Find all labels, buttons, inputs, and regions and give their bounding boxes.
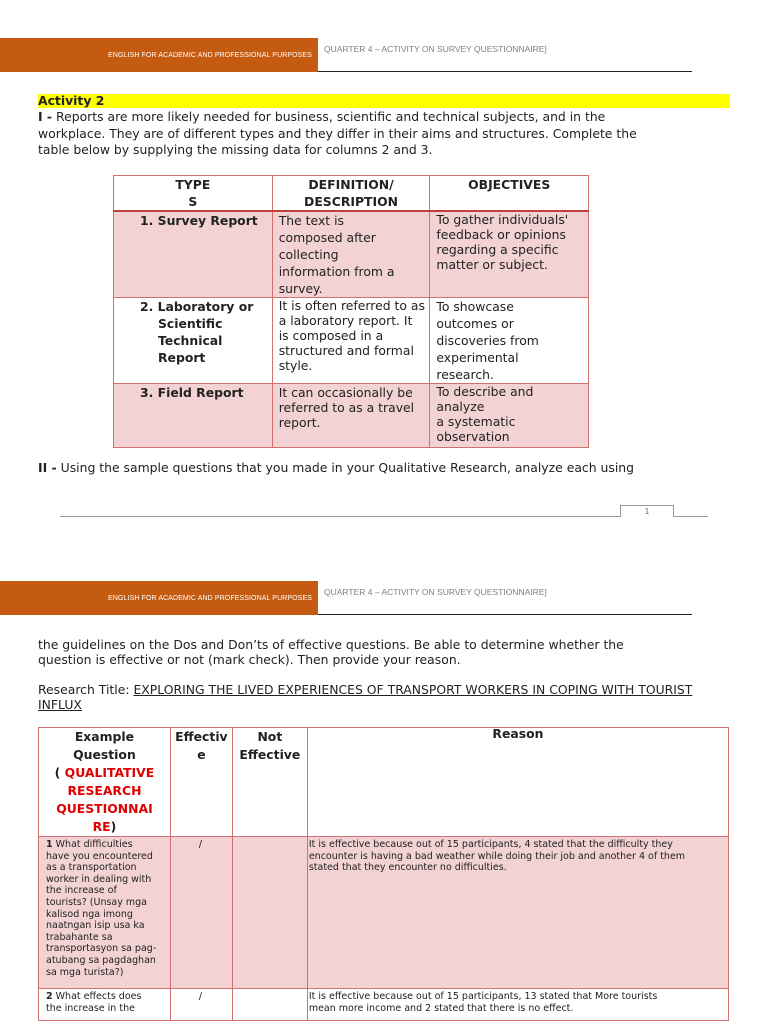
research-title: EXPLORING THE LIVED EXPERIENCES OF TRANSPORT WORKERS IN COPING WITH TOURIST [133, 682, 693, 697]
research-title: INFLUX [38, 697, 82, 712]
col-header-types: TYPE S [114, 176, 273, 212]
effective-check: / [170, 989, 232, 1021]
table-row [39, 837, 729, 989]
question-cell: 2 What effects does the increase in the [39, 989, 171, 1021]
part1-label: I - [38, 109, 53, 124]
research-title-block [38, 682, 738, 712]
research-title-label: Research Title: [38, 682, 130, 697]
table-header-row [39, 728, 729, 837]
part1-line: Reports are more likely needed for business, scientific and technical subjects, and in the [56, 109, 606, 124]
col-header-objectives: OBJECTIVES [430, 176, 589, 212]
header-course-band: ENGLISH FOR ACADEMIC AND PROFESSIONAL PURPOSES [0, 38, 318, 72]
not-effective-check [232, 989, 307, 1021]
type-cell: 2. Laboratory or Scientific Technical Report [114, 298, 273, 384]
table-row [114, 298, 589, 384]
col-header-not-effective: Not Effective [232, 728, 307, 837]
type-cell: 3. Field Report [114, 384, 273, 448]
effective-check: / [170, 837, 232, 989]
activity-title: Activity 2 [38, 94, 730, 108]
objectives-cell: To showcase outcomes or discoveries from experimental research. [430, 298, 589, 384]
report-types-table [113, 175, 589, 448]
page2-line: question is effective or not (mark check). Then provide your reason. [38, 652, 461, 667]
header-quarter-title: QUARTER 4 – ACTIVITY ON SURVEY QUESTIONNAIRE] [324, 587, 547, 597]
header-rule [318, 614, 692, 615]
part2-line: Using the sample questions that you made in your Qualitative Research, analyze each using [60, 460, 634, 475]
part2-label: II - [38, 460, 57, 475]
header-course-band: ENGLISH FOR ACADEMIC AND PROFESSIONAL PURPOSES [0, 581, 318, 615]
part1-line: workplace. They are of different types and they differ in their aims and structures. Complete the [38, 125, 637, 141]
not-effective-check [232, 837, 307, 989]
footer-rule [60, 516, 708, 517]
page-header [0, 581, 692, 615]
col-header-definition: DEFINITION/ DESCRIPTION [272, 176, 430, 212]
header-rule [318, 71, 692, 72]
col-header-reason: Reason [307, 728, 728, 837]
page2-line: the guidelines on the Dos and Don’ts of effective questions. Be able to determine whether the [38, 637, 624, 652]
definition-cell: It can occasionally be referred to as a travel report. [272, 384, 430, 448]
page-header [0, 38, 692, 72]
col-header-question: Example Question ( QUALITATIVE RESEARCH QUESTIONNAI RE) [39, 728, 171, 837]
table-header-row [114, 176, 589, 212]
part2-paragraph [38, 460, 738, 477]
part1-line: table below by supplying the missing data for columns 2 and 3. [38, 142, 433, 157]
reason-cell: It is effective because out of 15 participants, 13 stated that More tourists mean more income and 2 stated that there is no effect. [307, 989, 728, 1021]
table-row [39, 989, 729, 1021]
definition-cell: It is often referred to as a laboratory report. It is composed in a structured and formal style. [272, 298, 430, 384]
header-quarter-title: QUARTER 4 – ACTIVITY ON SURVEY QUESTIONNAIRE] [324, 44, 547, 54]
questions-table [38, 727, 729, 1021]
table-row [114, 211, 589, 298]
reason-cell: It is effective because out of 15 participants, 4 stated that the difficulty they encounter is having a bad weather while doing their job and another 4 of them stated that they encounter no difficulties. [307, 837, 728, 989]
col-header-effective: Effectiv e [170, 728, 232, 837]
definition-cell: The text is composed after collecting information from a survey. [272, 211, 430, 298]
page2-paragraph [38, 637, 738, 667]
page-number: 1 [620, 505, 674, 517]
objectives-cell: To gather individuals' feedback or opinions regarding a specific matter or subject. [430, 211, 589, 298]
type-cell: 1. Survey Report [114, 211, 273, 298]
question-cell: 1 What difficulties have you encountered as a transportation worker in dealing with the increase of tourists? (Unsay mga kalisod nga imong naatngan isip usa ka trabahante sa transportasyon sa pag- atubang sa pagdaghan sa mga turista?) [39, 837, 171, 989]
part1-paragraph [38, 109, 738, 159]
table-row [114, 384, 589, 448]
objectives-cell: To describe and analyze a systematic observation [430, 384, 589, 448]
